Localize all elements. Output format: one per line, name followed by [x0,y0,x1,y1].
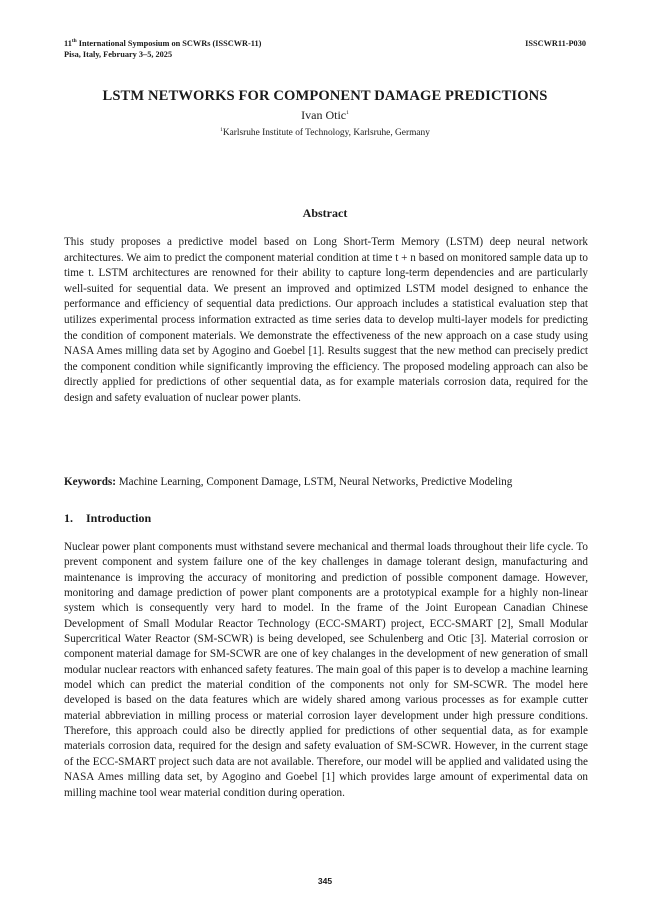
location-line: Pisa, Italy, February 3–5, 2025 [64,50,173,59]
author-name: Ivan Otic [301,108,347,122]
author-line [0,108,650,123]
abstract-heading: Abstract [302,206,348,220]
paper-title: LSTM NETWORKS FOR COMPONENT DAMAGE PREDICTIONS [102,88,548,104]
ordinal-suffix: th [71,38,77,45]
running-header-left [64,38,261,60]
paper-id: ISSCWR11-P030 [525,39,586,48]
symposium-name: International Symposium on SCWRs (ISSCWR-11) [76,39,262,48]
abstract-text: This study proposes a predictive model based on Long Short-Term Memory (LSTM) deep neural network architectures. We aim to predict the component material condition at time t + n based on monitored sample data up to time t. LSTM architectures are renowned for their ability to capture long-term dependencies and are particularly well-suited for sequential data. We present an improved and optimized LSTM model designed to enhance the performance and efficiency of sequential data predictions. Our approach includes a statistical evaluation step that utilizes experimental process information extracted as time series data to develop multi-layer models for predicting the condition of component materials. We demonstrate the effectiveness of the new approach on a case study using NASA Ames milling data set by Agogino and Goebel [1]. Results suggest that the new method can precisely predict the component condition while significantly improving the efficiency. The proposed modeling approach can also be directly applied for predictions of other sequential data, as for example materials corrosion data, required for the design and safety evaluation of nuclear power plants. [64,236,588,404]
introduction-text: Nuclear power plant components must withstand severe mechanical and thermal loads throughout their life cycle. To prevent component and system failure one of the key challenges in damage tolerant design, manufacturing and maintenance is improving the accuracy of monitoring and prediction of possible component damage. However, monitoring and damage prediction of power plant components are a prototypical example for a highly non-linear system which is consequently very hard to model. In the frame of the Joint European Canadian Chinese Development of Small Modular Reactor Technology (ECC-SMART) project, ECC-SMART [2], Small Modular Supercritical Water Reactor (SM-SCWR) is being developed, see Schulenberg and Otic [3]. Material corrosion or component material damage for SM-SCWR are one of key chalanges in the development of new generation of small modular nuclear reactors with enhanced safety features. The main goal of this paper is to develop a machine learning model which can predict the material condition of the components not only for SM-SCWR. The model here developed is based on the data features which are widely shared among various processes as for example cutter material abbreviation in milling process or material corrosion layer development under high pressure conditions. Therefore, this approach could also be directly applied for predictions of other sequential data, as for example materials corrosion data, required for the design and safety evaluation of SM-SCWR. However, in the current stage of the ECC-SMART project such data are not available. Therefore, our model will be applied and validated using the NASA Ames milling data set, by Agogino and Goebel [1] which provides large amount of experimental data on milling machine tool wear material condition during operation. [64,541,588,799]
section-heading-introduction [64,511,151,526]
section-title: Introduction [86,511,152,525]
keywords-label: Keywords: [64,476,116,488]
affiliation-marker: 1 [220,126,223,133]
section-number: 1. [64,511,73,525]
affiliation-line [0,128,650,138]
page-number: 345 [317,876,333,886]
keywords-text: Machine Learning, Component Damage, LSTM, Neural Networks, Predictive Modeling [118,476,513,488]
author-affil-marker: 1 [346,110,349,116]
symposium-line [64,38,261,49]
affiliation-text: Karlsruhe Institute of Technology, Karlsruhe, Germany [222,128,430,138]
symposium-number: 11 [64,39,72,48]
keywords-line [64,475,588,491]
